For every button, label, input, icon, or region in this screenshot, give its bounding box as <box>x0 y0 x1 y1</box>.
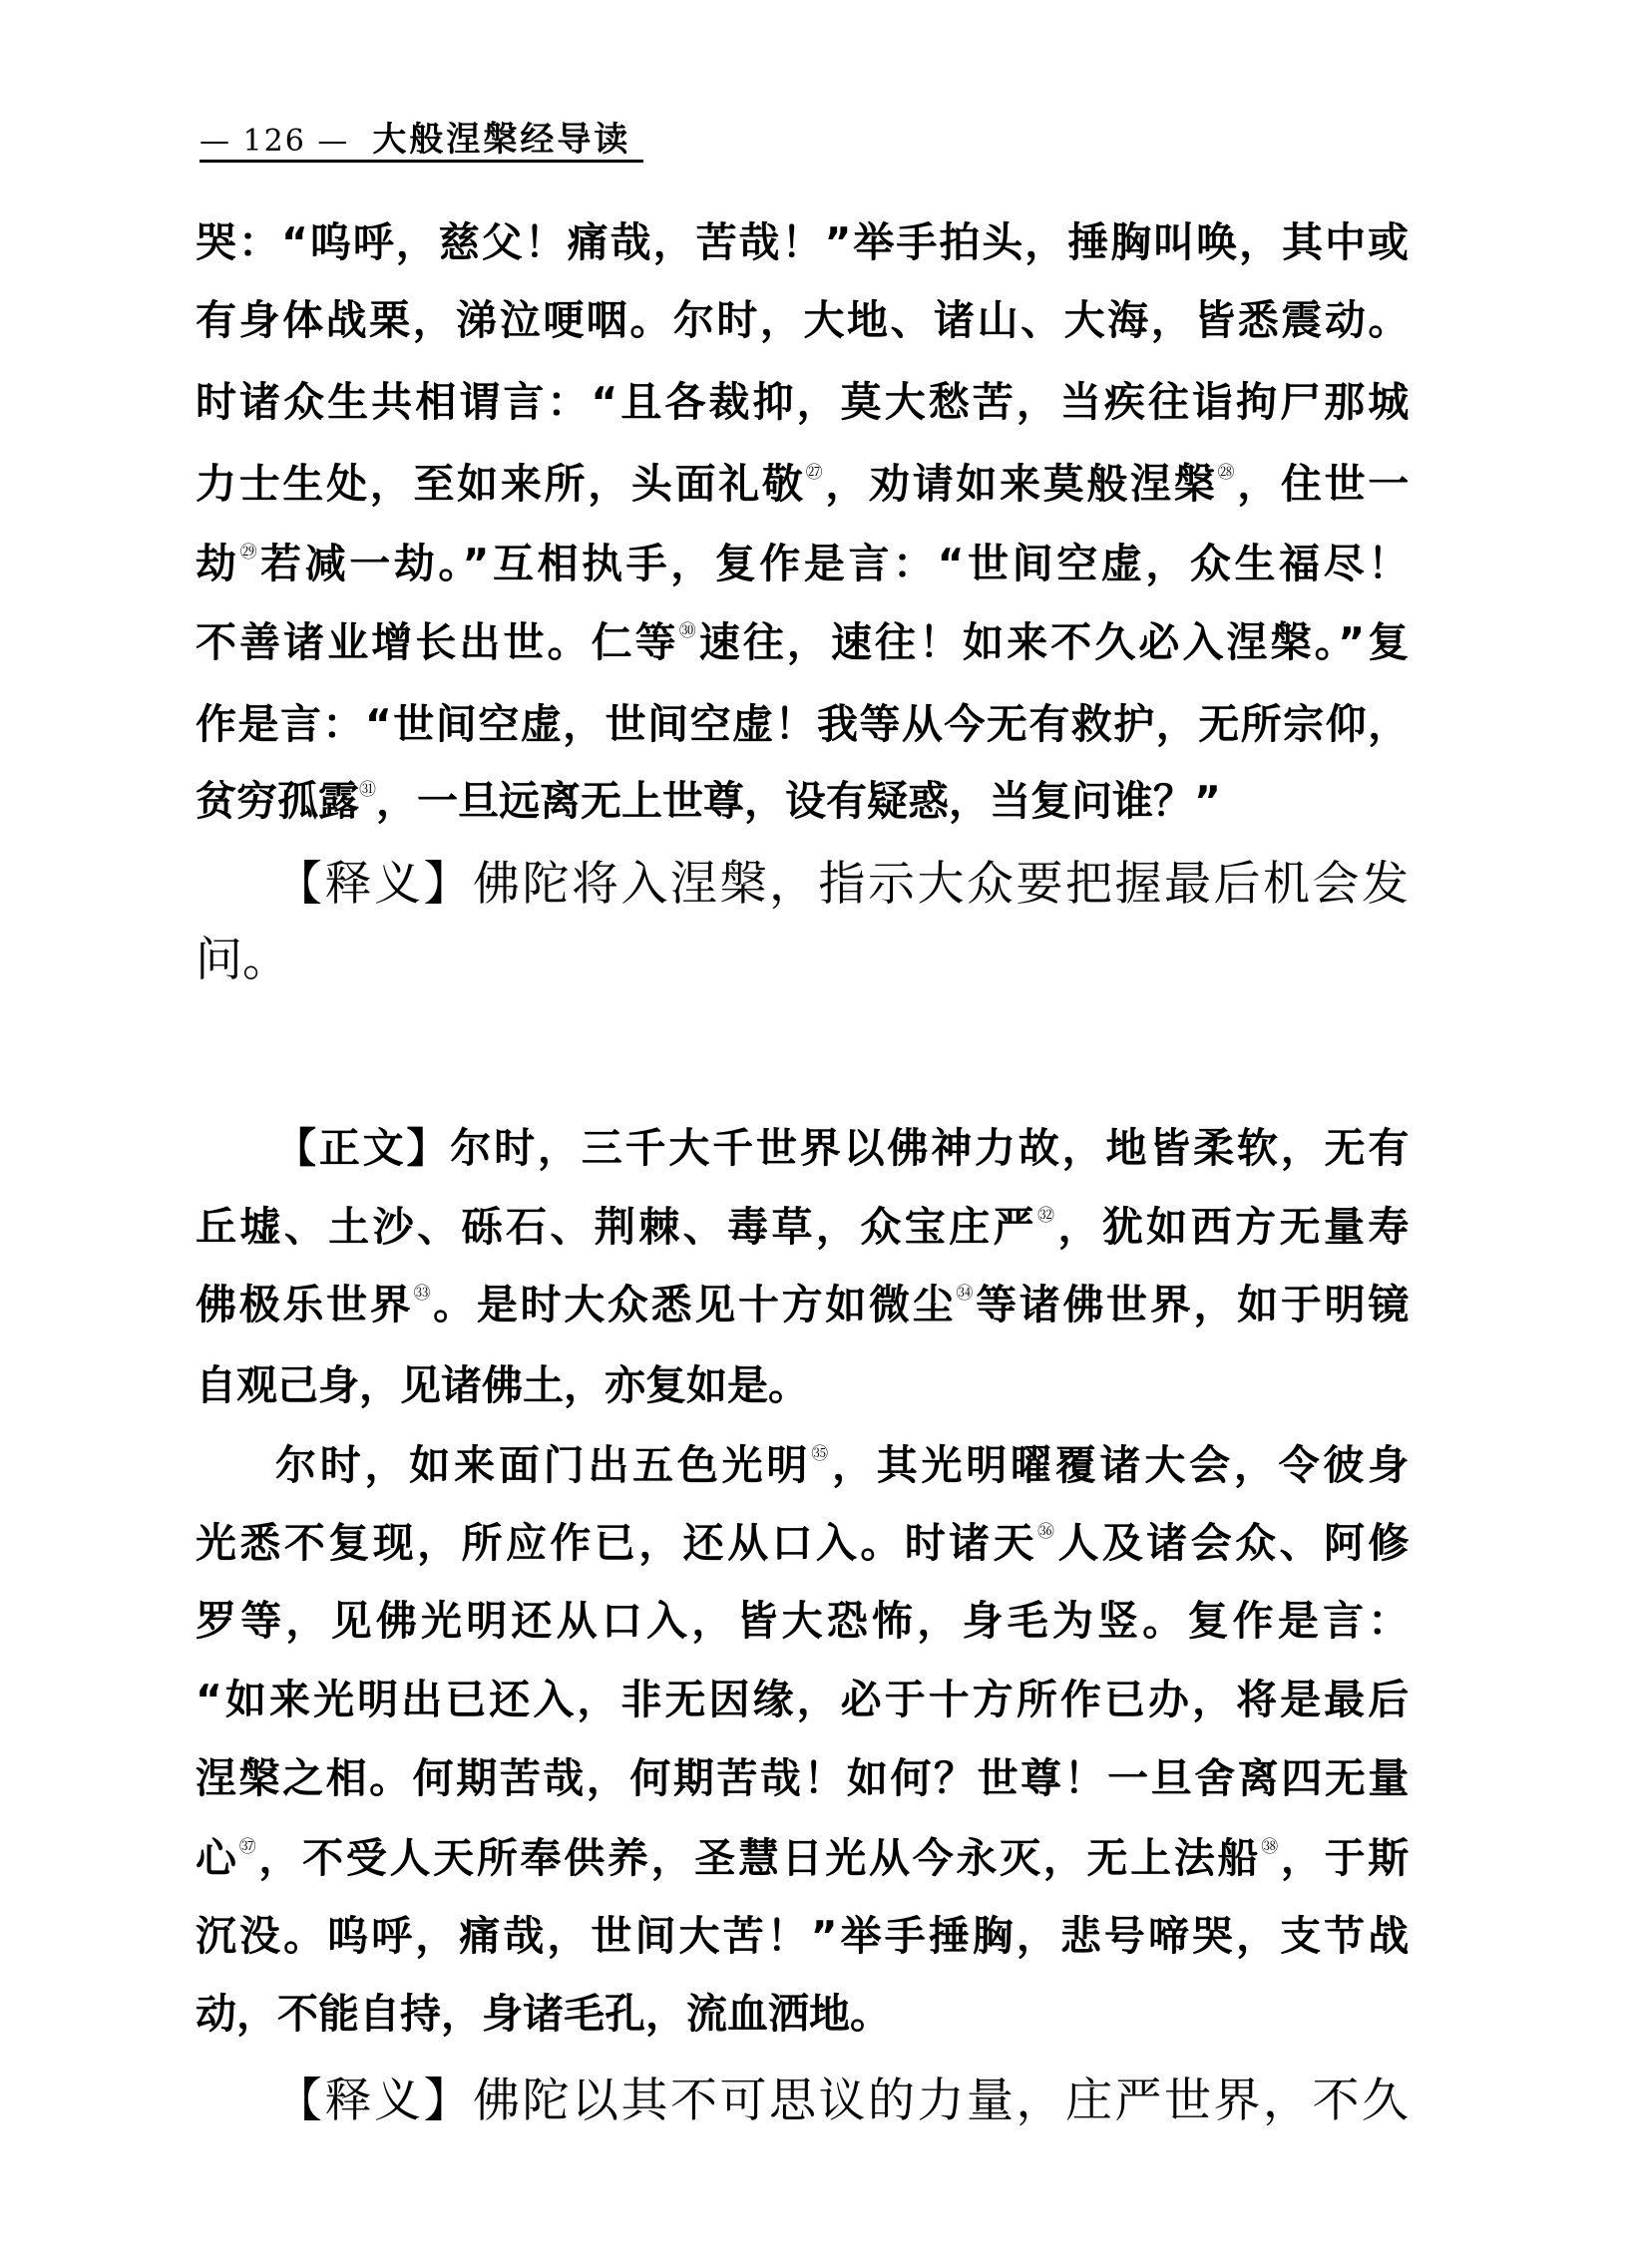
footnote-marker[interactable]: ㉞ <box>956 1284 977 1304</box>
text-line: 丘墟、土沙、砾石、荆棘、毒草，众宝庄严$^㉜$，犹如西方无量寿 <box>196 1203 1410 1251</box>
footnote-marker[interactable]: ㉛ <box>359 780 376 800</box>
text-line: 沉没。呜呼，痛哉，世间大苦！”举手捶胸，悲号啼哭，支节战 <box>196 1912 1410 1960</box>
text-line: “如来光明出已还入，非无因缘，必于十方所作已办，将是最后 <box>196 1676 1410 1723</box>
page-number: — 126 — <box>200 124 350 159</box>
text-line: 时诸众生共相谓言：“且各裁抑，莫大愁苦，当疾往诣拘尸那城 <box>196 378 1410 426</box>
footnote-marker[interactable]: ㉘ <box>1217 463 1238 483</box>
text-line: 不善诸业增长出世。仁等$^㉚$速往，速往！如来不久必入涅槃。”复 <box>196 618 1410 666</box>
text-line: 尔时，如来面门出五色光明$^㉟$，其光明曜覆诸大会，令彼身 <box>275 1441 1410 1489</box>
footnote-marker[interactable]: ㉗ <box>805 463 826 483</box>
footnote-marker[interactable]: ㉝ <box>413 1284 434 1304</box>
text-line: 问。 <box>196 933 289 987</box>
text-line: 动，不能自持，身诸毛孔，流血洒地。 <box>196 1990 891 2038</box>
text-line: 涅槃之相。何期苦哉，何期苦哉！如何？世尊！一旦舍离四无量 <box>196 1754 1410 1802</box>
footnote-marker[interactable]: ㉙ <box>239 543 261 563</box>
text-line: 劫$^㉙$若减一劫。”互相执手，复作是言：“世间空虚，众生福尽！ <box>196 540 1410 587</box>
text-line: 佛极乐世界$^㉝$。是时大众悉见十方如微尘$^㉞$等诸佛世界，如于明镜 <box>196 1281 1410 1328</box>
footnote-marker[interactable]: ㉚ <box>678 621 699 641</box>
text-line: 哭：“呜呼，慈父！痛哉，苦哉！”举手拍头，捶胸叫唤，其中或 <box>196 218 1410 266</box>
text-line: 【释义】佛陀将入涅槃，指示大众要把握最后机会发 <box>275 857 1409 912</box>
text-line: 自观己身，见诸佛土，亦复如是。 <box>196 1361 809 1409</box>
text-line: 罗等，见佛光明还从口入，皆大恐怖，身毛为竖。复作是言： <box>196 1597 1410 1645</box>
text-line: 有身体战栗，涕泣哽咽。尔时，大地、诸山、大海，皆悉震动。 <box>196 296 1410 344</box>
footnote-marker[interactable]: ㊳ <box>1261 1837 1281 1857</box>
footnote-marker[interactable]: ㊲ <box>238 1837 259 1857</box>
header-text <box>200 112 630 161</box>
text-line: 心$^㊲$，不受人天所奉供养，圣慧日光从今永灭，无上法船$^㊳$，于斯 <box>196 1834 1410 1882</box>
text-line: 光悉不复现，所应作已，还从口入。时诸天$^㊱$人及诸会众、阿修 <box>196 1519 1410 1567</box>
text-line: 贫穷孤露$^㉛$，一旦远离无上世尊，设有疑惑，当复问谁？” <box>196 777 1221 825</box>
text-line: 【正文】尔时，三千大千世界以佛神力故，地皆柔软，无有 <box>275 1124 1410 1172</box>
header-rule <box>200 160 643 163</box>
text-line: 力士生处，至如来所，头面礼敬$^㉗$，劝请如来莫般涅槃$^㉘$，住世一 <box>196 460 1410 508</box>
footnote-marker[interactable]: ㊱ <box>1037 1522 1058 1542</box>
text-line: 【释义】佛陀以其不可思议的力量，庄严世界，不久 <box>275 2074 1409 2128</box>
footnote-marker[interactable]: ㉜ <box>1037 1206 1058 1226</box>
footnote-marker[interactable]: ㉟ <box>811 1444 832 1464</box>
book-title: 大般涅槃经导读 <box>372 120 631 160</box>
text-line: 作是言：“世间空虚，世间空虚！我等从今无有救护，无所宗仰， <box>196 700 1410 748</box>
